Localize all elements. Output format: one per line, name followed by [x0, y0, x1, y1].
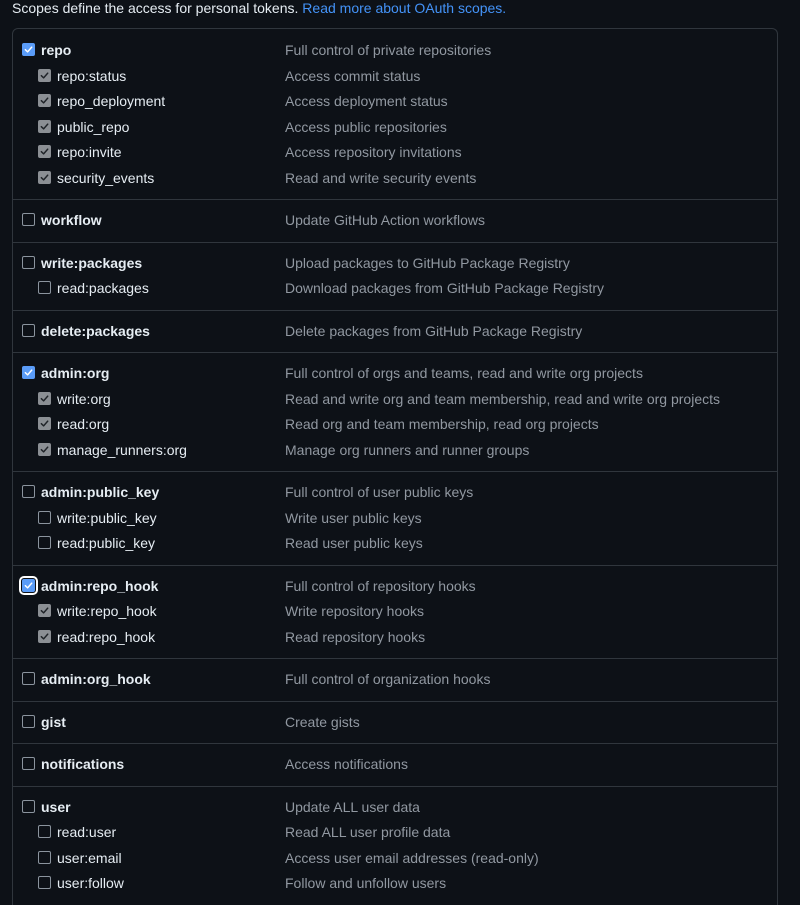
checkbox-write-public-key[interactable] [38, 511, 51, 524]
scope-group-write-packages [13, 242, 777, 310]
scope-description: Access repository invitations [285, 144, 462, 160]
scope-name[interactable]: admin:repo_hook [41, 577, 159, 594]
oauth-scopes-link[interactable]: Read more about OAuth scopes. [302, 0, 507, 16]
scope-name[interactable]: public_repo [57, 118, 130, 135]
check-icon [24, 45, 33, 54]
scope-description: Read org and team membership, read org projects [285, 416, 599, 432]
check-icon [40, 394, 49, 403]
check-icon [40, 173, 49, 182]
checkbox-notifications[interactable] [22, 757, 35, 770]
subscope-row-security-events[interactable] [13, 166, 777, 190]
scope-description: Read and write security events [285, 169, 477, 186]
scope-group-workflow [13, 199, 777, 242]
scope-group-repo [13, 29, 777, 199]
scope-name[interactable]: write:packages [41, 254, 143, 271]
scope-name[interactable]: delete:packages [41, 322, 150, 339]
scope-group-delete-packages [13, 310, 777, 353]
scope-name[interactable]: repo:status [57, 67, 127, 84]
scope-name[interactable]: repo [41, 42, 72, 58]
scope-name[interactable]: read:user [57, 824, 117, 840]
scope-row-notifications[interactable] [13, 752, 777, 776]
scope-name[interactable]: repo_deployment [57, 93, 166, 109]
scope-name[interactable]: user:email [57, 849, 122, 866]
scope-name[interactable]: repo:invite [57, 144, 122, 160]
scope-name[interactable]: manage_runners:org [57, 441, 187, 458]
subscope-row-read-repo-hook[interactable] [13, 625, 777, 649]
scope-description: Full control of user public keys [285, 484, 474, 500]
scope-row-user[interactable] [13, 795, 777, 819]
scope-description: Follow and unfollow users [285, 875, 447, 891]
checkbox-read-org[interactable] [38, 417, 51, 430]
scope-description: Download packages from GitHub Package Registry [285, 280, 605, 296]
scope-row-delete-packages[interactable] [13, 319, 777, 343]
subscope-row-read-packages[interactable] [13, 276, 777, 300]
scope-name[interactable]: admin:org_hook [41, 671, 151, 687]
check-icon [40, 632, 49, 641]
scope-description: Access deployment status [285, 93, 448, 109]
checkbox-admin-org-hook[interactable] [22, 672, 35, 685]
scope-row-workflow[interactable] [13, 208, 777, 232]
subscope-row-repo-invite[interactable] [13, 140, 777, 164]
scope-description: Delete packages from GitHub Package Registry [285, 322, 583, 339]
scope-description: Access public repositories [285, 118, 447, 135]
checkbox-security-events[interactable] [38, 171, 51, 184]
scope-description: Update GitHub Action workflows [285, 212, 485, 228]
check-icon [24, 581, 33, 590]
scope-description: Full control of orgs and teams, read and write org projects [285, 365, 643, 381]
scope-group-gist [13, 701, 777, 744]
scope-name[interactable]: admin:public_key [41, 484, 160, 500]
scope-row-admin-org[interactable] [13, 361, 777, 385]
scope-description: Create gists [285, 713, 360, 730]
checkbox-read-packages[interactable] [38, 281, 51, 294]
scope-description: Read and write org and team membership, read and write org projects [285, 390, 720, 407]
checkbox-delete-packages[interactable] [22, 324, 35, 337]
scope-row-admin-repo-hook[interactable] [13, 574, 777, 598]
scope-row-admin-public-key[interactable] [13, 480, 777, 504]
scope-name[interactable]: read:org [57, 416, 110, 432]
scope-group-admin-org [13, 352, 777, 471]
scope-name[interactable]: write:repo_hook [57, 603, 157, 619]
subscope-row-write-repo-hook[interactable] [13, 599, 777, 623]
scope-description: Read ALL user profile data [285, 824, 451, 840]
scopes-intro [12, 0, 506, 18]
checkbox-user-email[interactable] [38, 851, 51, 864]
subscope-row-write-public-key[interactable] [13, 506, 777, 530]
checkbox-admin-public-key[interactable] [22, 485, 35, 498]
checkbox-write-org[interactable] [38, 392, 51, 405]
subscope-row-repo-deployment[interactable] [13, 89, 777, 113]
check-icon [24, 368, 33, 377]
checkbox-manage-runners-org[interactable] [38, 443, 51, 456]
checkbox-gist[interactable] [22, 715, 35, 728]
scope-name[interactable]: gist [41, 713, 66, 730]
checkbox-read-repo-hook[interactable] [38, 630, 51, 643]
subscope-row-user-follow[interactable] [13, 871, 777, 895]
check-icon [40, 606, 49, 615]
scope-description: Access user email addresses (read-only) [285, 849, 539, 866]
checkbox-read-user[interactable] [38, 825, 51, 838]
checkbox-admin-repo-hook[interactable] [22, 579, 35, 592]
scope-group-notifications [13, 743, 777, 786]
check-icon [40, 122, 49, 131]
scope-row-write-packages[interactable] [13, 251, 777, 275]
scope-name[interactable]: read:public_key [57, 535, 156, 551]
scope-name[interactable]: workflow [41, 212, 102, 228]
checkbox-user-follow[interactable] [38, 876, 51, 889]
scope-description: Full control of repository hooks [285, 577, 476, 594]
checkbox-write-packages[interactable] [22, 256, 35, 269]
subscope-row-public-repo[interactable] [13, 115, 777, 139]
subscope-row-manage-runners-org[interactable] [13, 438, 777, 462]
scope-row-gist[interactable] [13, 710, 777, 734]
scope-name[interactable]: write:org [57, 390, 111, 407]
checkbox-repo[interactable] [22, 43, 35, 56]
scopes-intro-text: Scopes define the access for personal tokens. [12, 0, 299, 16]
scope-description: Read user public keys [285, 535, 423, 551]
subscope-row-read-public-key[interactable] [13, 531, 777, 555]
checkbox-workflow[interactable] [22, 213, 35, 226]
checkbox-user[interactable] [22, 800, 35, 813]
scope-description: Write user public keys [285, 509, 422, 526]
subscope-row-read-org[interactable] [13, 412, 777, 436]
subscope-row-user-email[interactable] [13, 846, 777, 870]
check-icon [40, 71, 49, 80]
subscope-row-repo-status[interactable] [13, 64, 777, 88]
scope-description: Access notifications [285, 756, 408, 772]
scope-name[interactable]: read:packages [57, 280, 149, 296]
checkbox-repo-status[interactable] [38, 69, 51, 82]
scope-name[interactable]: write:public_key [57, 509, 157, 526]
scope-group-user [13, 786, 777, 905]
scope-name[interactable]: notifications [41, 756, 125, 772]
scope-description: Full control of organization hooks [285, 671, 491, 687]
scope-description: Full control of private repositories [285, 42, 492, 58]
checkbox-read-public-key[interactable] [38, 536, 51, 549]
scope-row-admin-org-hook[interactable] [13, 667, 777, 691]
scope-description: Manage org runners and runner groups [285, 441, 530, 458]
scope-description: Read repository hooks [285, 628, 426, 645]
scope-name[interactable]: security_events [57, 169, 155, 186]
check-icon [40, 147, 49, 156]
checkbox-public-repo[interactable] [38, 120, 51, 133]
subscope-row-write-org[interactable] [13, 387, 777, 411]
scopes-list [12, 28, 778, 905]
check-icon [40, 445, 49, 454]
scope-description: Upload packages to GitHub Package Registry [285, 254, 570, 271]
scope-name[interactable]: admin:org [41, 365, 110, 381]
checkbox-repo-deployment[interactable] [38, 94, 51, 107]
checkbox-write-repo-hook[interactable] [38, 604, 51, 617]
scope-group-admin-public-key [13, 471, 777, 565]
check-icon [40, 419, 49, 428]
scope-name[interactable]: user:follow [57, 875, 124, 891]
checkbox-admin-org[interactable] [22, 366, 35, 379]
scope-description: Access commit status [285, 67, 421, 84]
checkbox-repo-invite[interactable] [38, 145, 51, 158]
scope-group-admin-repo-hook [13, 565, 777, 659]
scope-row-repo[interactable] [13, 38, 777, 62]
scope-description: Write repository hooks [285, 603, 425, 619]
scope-name[interactable]: read:repo_hook [57, 628, 156, 645]
scope-group-admin-org-hook [13, 658, 777, 701]
scope-name[interactable]: user [41, 798, 71, 815]
scope-description: Update ALL user data [285, 798, 420, 815]
subscope-row-read-user[interactable] [13, 820, 777, 844]
check-icon [40, 96, 49, 105]
